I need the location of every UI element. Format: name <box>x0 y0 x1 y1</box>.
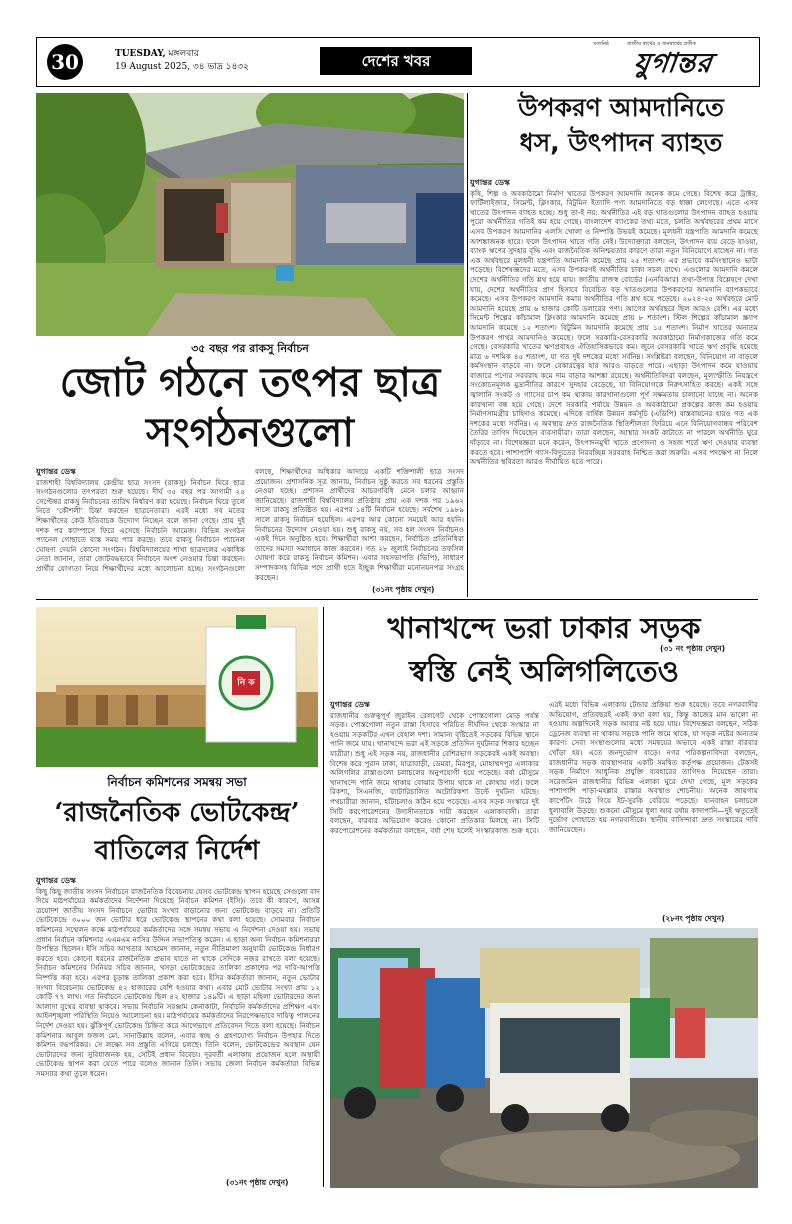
house-photo <box>36 93 464 336</box>
story3-byline: যুগান্তর ডেস্ক <box>36 876 76 885</box>
story2-headline-line2: সংগঠনগুলো <box>145 409 355 456</box>
page-number-badge: 30 <box>47 44 83 80</box>
story4-headline-line2: স্বস্তি নেই অলিগলিতেও <box>409 654 679 688</box>
story3-body <box>36 876 320 1176</box>
date-label: 19 August 2025, ৩৪ ভাদ্র ১৪৩২ <box>115 62 249 72</box>
story3-headline-line2: বাতিলের নির্দেশ <box>94 836 260 866</box>
divider-vertical-bottom <box>323 607 324 1187</box>
story4-byline: যুগান্তর ডেস্ক <box>330 700 370 709</box>
story4-headline-line1: খানাখন্দে ভরা ঢাকার সড়ক <box>387 611 701 645</box>
story2-body <box>36 467 464 583</box>
road-photo <box>330 928 758 1188</box>
story2-kicker: ৩৫ বছর পর রাকসু নির্বাচন <box>191 342 309 355</box>
story1-byline: যুগান্তর ডেস্ক <box>470 178 510 187</box>
story4-continued[interactable]: (২৮নং পৃষ্ঠায় দেখুন) <box>662 914 725 923</box>
masthead-tagline: জাতীয় স্বার্থের ও জনস্বার্থের প্রতীক <box>627 41 696 47</box>
story3-headline-line1: ‘রাজনৈতিক ভোটকেন্দ্র’ <box>54 798 300 828</box>
story1-body <box>470 178 758 643</box>
divider-vertical <box>467 93 468 597</box>
story4-headline <box>330 607 758 693</box>
election-commission-photo <box>36 607 318 767</box>
section-title: দেশের খবর <box>320 47 472 75</box>
story2-continued[interactable]: (৩১নং পৃষ্ঠায় দেখুন) <box>372 585 435 594</box>
day-label: TUESDAY, <box>115 49 166 59</box>
story4-text: রাজধানীর গুরুত্বপূর্ণ জুরাইন রেলগেট থেকে পোস্তগোলা মোড় পর্যন্ত সড়ক। পোস্তগোলা নতুন রাস্তা হিসাবে পরিচিত দীর্ঘদিন থেকে সংস্কার না হওয়ায় সড়কটির এখন বেহাল দশা। সামান্য বৃষ্টিতেই সড়কের বিভিন্ন স্থানে পানি জমে যায়। খানাখন্দে ভরা এই সড়কে প্রতিদিন দুর্ঘটনার শিকার হচ্ছেন যাত্রীরা। শুধু এই সড়ক নয়, রাজধানীর বেশিরভাগ সড়কেরই একই অবস্থা। বিশেষ করে পুরান ঢাকা, যাত্রাবাড়ী, ডেমরা, মিরপুর, মোহাম্মদপুর এলাকার অলিগলির রাস্তাগুলো চলাচলের অনুপযোগী হয়ে পড়েছে। বর্ষা মৌসুমে খানাখন্দে পানি জমে থাকায় বোঝার উপায় থাকে না কোথায় গর্ত। ফলে রিকশা, সিএনজি, ব্যাটারিচালিত অটোরিকশা উল্টে দুর্ঘটনা ঘটছে। পথচারীরা জানান, হাঁটাচলাও কঠিন হয়ে পড়েছে। এসব সড়ক সংস্কারে দুই সিটি করপোরেশনের উদাসীনতাকে দায়ী করছেন এলাকাবাসী। তারা বলছেন, বারবার অভিযোগ করেও কোনো প্রতিকার মিলছে না। সিটি করপোরেশনের কর্মকর্তারা বলছেন, বর্ষা শেষ হলেই সংস্কারকাজ শুরু হবে। এরই মধ্যে বিভিন্ন এলাকায় টেন্ডার প্রক্রিয়া শুরু হয়েছে। তবে নগরবাসীর অভিযোগ, প্রতিবছরই একই কথা বলা হয়, কিন্তু কাজের মান ভালো না হওয়ায় অল্পদিনেই সড়ক আবার নষ্ট হয়ে যায়। বিশেষজ্ঞরা বলছেন, সঠিক ড্রেনেজ ব্যবস্থা না থাকায় সড়কে পানি জমে থাকে, যা সড়ক নষ্টের অন্যতম কারণ। সেবা সংস্থাগুলোর মধ্যে সমন্বয়ের অভাবে একই রাস্তা বারবার খোঁড়া হয়। এতে জনদুর্ভোগ বাড়ে। নগর পরিকল্পনাবিদরা বলছেন, রাজধানীর সড়ক ব্যবস্থাপনায় একটি সমন্বিত কর্তৃপক্ষ প্রয়োজন। টেকসই সড়ক নির্মাণে আধুনিক প্রযুক্তি ব্যবহারের তাগিদও দিয়েছেন তারা। সরেজমিন রাজধানীর বিভিন্ন এলাকা ঘুরে দেখা গেছে, মূল সড়কের পাশাপাশি পাড়া-মহল্লার রাস্তার অবস্থাও শোচনীয়। অনেক জায়গায় কার্পেটিং উঠে গিয়ে ইট-সুরকি বেরিয়ে পড়েছে। যানবাহন চলাচলে ধুলাবালি উড়ছে। শুকনো মৌসুমে ধুলা আর বর্ষায় কাদাপানি—দুই ঋতুতেই দুর্ভোগ পোহাতে হয় নগরবাসীকে। স্থানীয় বাসিন্দারা দ্রুত সংস্কারের দাবি জানিয়েছেন। <box>330 700 758 835</box>
story1-text: কৃষি, শিল্প ও অবকাঠামো নির্মাণ খাতের উপকরণ আমদানি অনেক কমে গেছে। বিশেষ করে ট্রাক্টর, ফার্টিলাইজার, সিমেন্ট, ক্লিংকার, বিটুমিন ইত্যাদি পণ্য আমদানিতে বড় ধাক্কা লেগেছে। এতে এসব খাতের উৎপাদন ব্যাহত হচ্ছে। শুধু তা-ই নয়: অর্থনীতির এই বড় খাতগুলোর উৎপাদন ব্যাহত হওয়ায় পুরো অর্থনীতির গতিই কম হয়ে গেছে। বাংলাদেশ ব্যাংকের তথ্য মতে, চলতি অর্থবছরের প্রথম মাসে এসব উপকরণ আমদানির এলসি খোলা ও নিষ্পত্তি উভয়ই কমেছে। মূলধনী যন্ত্রপাতি আমদানি কমেছে আশঙ্কাজনক হারে। ফলে উৎপাদন খাতে গতি নেই। উদ্যোক্তারা বলছেন, উৎপাদন ব্যয় বেড়ে যাওয়া, ব্যাংক ঋণের সুদহার বৃদ্ধি এবং রাজনৈতিক অনিশ্চয়তার কারণে তারা নতুন বিনিয়োগে যাচ্ছেন না। গত এক অর্থবছরে মূলধনী যন্ত্রপাতি আমদানি কমেছে প্রায় ২৫ শতাংশ। এর প্রভাবে কর্মসংস্থানেও ভাটা পড়েছে। বিশেষজ্ঞদের মতে, এসব উপকরণই অর্থনীতির চাকা সচল রাখে। এগুলোর আমদানি কমলে দেশের অর্থনীতির গতি শ্লথ হয়ে যায়। জাতীয় রাজস্ব বোর্ডের (এনবিআর) তথ্য-উপাত্ত বিশ্লেষণে দেখা যায়, দেশের অর্থনীতির প্রাণ হিসাবে বিবেচিত বড় খাতগুলোর উপকরণের আমদানি ব্যাপকভাবে কমেছে। এসব উপকরণ আমদানি কমায় অর্থনীতির গতি শ্লথ হয়ে পড়েছে। ২০২৪-২৫ অর্থবছরে মোট আমদানি হয়েছে প্রায় ৬ হাজার কোটি ডলারের পণ্য। আগের অর্থবছরে ছিল আরও বেশি। এর মধ্যে সিমেন্ট শিল্পের কাঁচামাল ক্লিংকার আমদানি কমেছে প্রায় ৮ শতাংশ। স্টিল শিল্পের কাঁচামাল স্ক্র্যাপ আমদানি কমেছে ১২ শতাংশ। বিটুমিন আমদানি কমেছে প্রায় ১৫ শতাংশ। নির্মাণ খাতের অন্যতম উপকরণ পাথর আমদানিও কমেছে। ফলে সরকারি-বেসরকারি অবকাঠামো নির্মাণকাজের গতি কমে গেছে। বেসরকারি খাতের ঋণপ্রবাহও ঐতিহাসিকভাবে কম। জুনে বেসরকারি খাতে ঋণ প্রবৃদ্ধি হয়েছে মাত্র ৬ দশমিক ৪৫ শতাংশ, যা গত দুই দশকের মধ্যে সর্বনিম্ন। সংশ্লিষ্টরা বলছেন, বিনিয়োগ না বাড়লে কর্মসংস্থান বাড়বে না। ফলে বেকারত্বের হার আরও বাড়তে পারে। এছাড়া উৎপাদন কমে যাওয়ায় বাজারে পণ্যের সরবরাহ কমে দাম বাড়ার আশঙ্কা রয়েছে। অর্থনীতিবিদরা বলছেন, মূল্যস্ফীতি নিয়ন্ত্রণে সংকোচনমূলক মুদ্রানীতির কারণে সুদহার বেড়েছে, যা বিনিয়োগকে নিরুৎসাহিত করছে। একই সঙ্গে জ্বালানি সংকট ও গ্যাসের চাপ কম থাকায় কারখানাগুলো পূর্ণ সক্ষমতায় চালানো যাচ্ছে না। অনেক কারখানা বন্ধ হয়ে গেছে। দেশে সরকারি পর্যায়ে উন্নয়ন ও অবকাঠামো প্রকল্পের কাজ কম হওয়ায় নির্মাণসামগ্রীর চাহিদাও কমেছে। এদিকে বার্ষিক উন্নয়ন কর্মসূচি (এডিপি) বাস্তবায়নের হারও গত এক দশকের মধ্যে সর্বনিম্ন। এ অবস্থায় দ্রুত রাজনৈতিক স্থিতিশীলতা ফিরিয়ে এনে বিনিয়োগবান্ধব পরিবেশ তৈরির তাগিদ দিয়েছেন ব্যবসায়ীরা। তারা বলছেন, আস্থার সংকট কাটাতে না পারলে অর্থনীতি ঘুরে দাঁড়াবে না। বিশেষজ্ঞরা মনে করেন, উৎপাদনমুখী খাতে প্রণোদনা ও সহজ শর্তে ঋণ দেওয়ার ব্যবস্থা করতে হবে। পাশাপাশি গ্যাস-বিদ্যুতের নিরবচ্ছিন্ন সরবরাহ নিশ্চিত করা জরুরি। এসব পদক্ষেপ না নিলে অর্থনীতির স্থবিরতা আরও দীর্ঘায়িত হতে পারে। <box>470 188 758 467</box>
masthead-logo: যুগান্তর <box>631 48 715 79</box>
story1-headline <box>484 90 758 160</box>
day-label-bn: মঙ্গলবার <box>168 49 199 59</box>
masthead-small: সত্যনিষ্ঠ <box>593 41 610 47</box>
story1-continued[interactable]: (৩১ নং পৃষ্ঠায় দেখুন) <box>660 644 726 653</box>
story1-headline-line2: ধস, উৎপাদন ব্যাহত <box>519 128 723 157</box>
story3-text: কিছু কিছু জাতীয় সংসদ নির্বাচনে রাজনৈতিক বিবেচনায় যেসব ভোটকেন্দ্র স্থাপন হয়েছে সেগুলো বাদ দিয়ে মাঠপর্যায়ের কর্মকর্তাদের নির্দেশনা দিয়েছে নির্বাচন কমিশন (ইসি)। তবে কী কারণে, আসন্ন ত্রয়োদশ জাতীয় সংসদ নির্বাচনে ভোটার সংখ্যা বাড়ানোর জন্য ভোটকেন্দ্র বাড়বে না। প্রতিটি ভোটকেন্দ্রে ৩০০০ জন ভোটার ধরে ভোটকেন্দ্র স্থাপনের কথা বলা হয়েছে। সোমবার নির্বাচন কমিশনের সম্মেলন কক্ষে মাঠপর্যায়ের কর্মকর্তাদের সঙ্গে সমন্বয় সভায় এ নির্দেশনা দেওয়া হয়। সভায় প্রধান নির্বাচন কমিশনার এএমএম নাসির উদ্দিন সভাপতিত্ব করেন। এ ছাড়া অন্য নির্বাচন কমিশনাররা উপস্থিত ছিলেন। ইসি সচিব আখতার আহমেদ জানান, নতুন নীতিমালা অনুযায়ী ভোটকেন্দ্র নির্ধারণ করতে হবে। কোনো ধরনের রাজনৈতিক প্রভাব যাতে না থাকে সেদিকে নজর রাখতে বলা হয়েছে। নির্বাচন কমিশনের সিনিয়র সচিব জানান, খসড়া ভোটকেন্দ্রের তালিকা প্রকাশের পর দাবি-আপত্তি নিষ্পত্তি করা হবে। এরপর চূড়ান্ত তালিকা প্রকাশ করা হবে। ইসির কর্মকর্তারা জানান, নতুন ভোটার সংখ্যা বিবেচনায় ভোটকেন্দ্র ৪২ হাজারের বেশি হওয়ার কথা। এবার মোট ভোটার সংখ্যা প্রায় ১২ কোটি ৭৭ লাখ। গত নির্বাচনে ভোটকেন্দ্র ছিল ৪২ হাজার ১৪৯টি। এ ছাড়া মহিলা ভোটারদের জন্য আলাদা বুথের ব্যবস্থা থাকবে। সভায় নির্বাচনি সরঞ্জাম কেনাকাটা, নির্বাচনি কর্মকর্তাদের প্রশিক্ষণ এবং আইনশৃঙ্খলা পরিস্থিতি নিয়েও আলোচনা হয়। মাঠপর্যায়ের কর্মকর্তাদের নিরপেক্ষভাবে দায়িত্ব পালনের নির্দেশ দেওয়া হয়। ঝুঁকিপূর্ণ ভোটকেন্দ্র চিহ্নিত করে আগেভাগে প্রতিবেদন দিতে বলা হয়েছে। নির্বাচন কমিশনার আবুল ফজল মো. সানাউল্লাহ বলেন, এবার স্বচ্ছ ও গ্রহণযোগ্য নির্বাচন উপহার দিতে কমিশন বদ্ধপরিকর। সে লক্ষ্যে সব প্রস্তুতি এগিয়ে চলছে। তিনি বলেন, ভোটকেন্দ্রের অবস্থান যেন ভোটারদের জন্য সুবিধাজনক হয়, সেটিই প্রধান বিবেচ্য। দূরবর্তী এলাকায় প্রয়োজন হলে অস্থায়ী ভোটকেন্দ্র স্থাপন করা যেতে পারে বলেও জানান তিনি। সভায় জেলা নির্বাচন কর্মকর্তারা বিভিন্ন সমস্যার কথা তুলে ধরেন। <box>36 886 320 1078</box>
story3-continued[interactable]: (৩১নং পৃষ্ঠায় দেখুন) <box>226 1178 289 1187</box>
story3-kicker: নির্বাচন কমিশনের সমন্বয় সভা <box>107 775 247 789</box>
story2-text: রাজশাহী বিশ্ববিদ্যালয় কেন্দ্রীয় ছাত্র সংসদ (রাকসু) নির্বাচন ঘিরে ছাত্র সংগঠনগুলোর তৎপরতা শুরু হয়েছে। দীর্ঘ ৩৫ বছর পর আগামী ২৫ সেপ্টেম্বর রাকসু নির্বাচনের তারিখ নির্ধারণ করা হয়েছে। নির্বাচন ঘিরে তুলে নিতে ‘কৌশলী’ চিন্তা করছেন ছাত্রনেতারা। এরই মধ্যে সব মতের শিক্ষার্থীদের কেউ ইতিবাচক উদ্যোগ নিচ্ছেন বলে জানা গেছে। প্রায় দুই দশক পর ক্যাম্পাসে ফিরে এসেছে নির্বাচনি আমেজ। বিভিন্ন সংগঠন প্যানেল গোছাতে ব্যস্ত সময় পার করছে। তবে রাকসু নির্বাচনে প্যানেল ঘোষণা দেয়নি কোনো সংগঠন। বিশ্ববিদ্যালয়ের শাখা ছাত্রদলের একাধিক নেতা জানান, তারা জোটবদ্ধভাবে নির্বাচনে অংশ নেওয়ার চিন্তা করছেন। প্রার্থীর যোগ্যতা নিয়ে শিক্ষার্থীদের মধ্যে আলোচনা হচ্ছে। সংগঠনগুলো বলছে, শিক্ষার্থীদের অধিকার আদায়ে একটি শক্তিশালী ছাত্র সংসদ প্রয়োজন। প্রশাসনিক সূত্র জানায়, নির্বাচন সুষ্ঠু করতে সব ধরনের প্রস্তুতি নেওয়া হচ্ছে। প্রশাসন প্রার্থীদের আচরণবিধি মেনে চলার আহ্বান জানিয়েছে। রাজশাহী বিশ্ববিদ্যালয় প্রতিষ্ঠার প্রায় এক দশক পর ১৯৬২ সালে রাকসু প্রতিষ্ঠিত হয়। এরপর ১৪টি নির্বাচন হয়েছে। সর্বশেষ ১৯৮৯ সালে রাকসু নির্বাচন হয়েছিল। এরপর আর কোনো সময়েই আর হয়নি। নির্বাচনের উদ্যোগ নেওয়া হয়। শুধু রাকসু নয়, সব হল সংসদ নির্বাচনও একই দিনে অনুষ্ঠিত হবে। শিক্ষার্থীরা আশা করছেন, নির্বাচিত প্রতিনিধিরা তাদের সমস্যা সমাধানে কাজ করবেন। গত ২৮ জুলাই নির্বাচনের তফসিল ঘোষণা করে রাকসু নির্বাচন কমিশন। এবার সহসভাপতি (ভিপি), সাধারণ সম্পাদকসহ বিভিন্ন পদে প্রার্থী হতে ইচ্ছুক শিক্ষার্থীরা মনোনয়নপত্র সংগ্রহ করছেন। <box>36 467 464 582</box>
story4-body <box>330 700 758 922</box>
story2-headline <box>36 358 464 458</box>
story2-headline-line1: জোট গঠনে তৎপর ছাত্র <box>59 359 441 406</box>
page-header <box>36 37 760 87</box>
story3-headline <box>36 794 318 870</box>
issue-date <box>115 48 315 74</box>
story1-headline-line1: উপকরণ আমদানিতে <box>518 93 724 122</box>
story2-byline: যুগান্তর ডেস্ক <box>36 467 76 476</box>
ballot-box-label: নি ক <box>237 678 255 688</box>
divider-horizontal <box>36 599 758 600</box>
